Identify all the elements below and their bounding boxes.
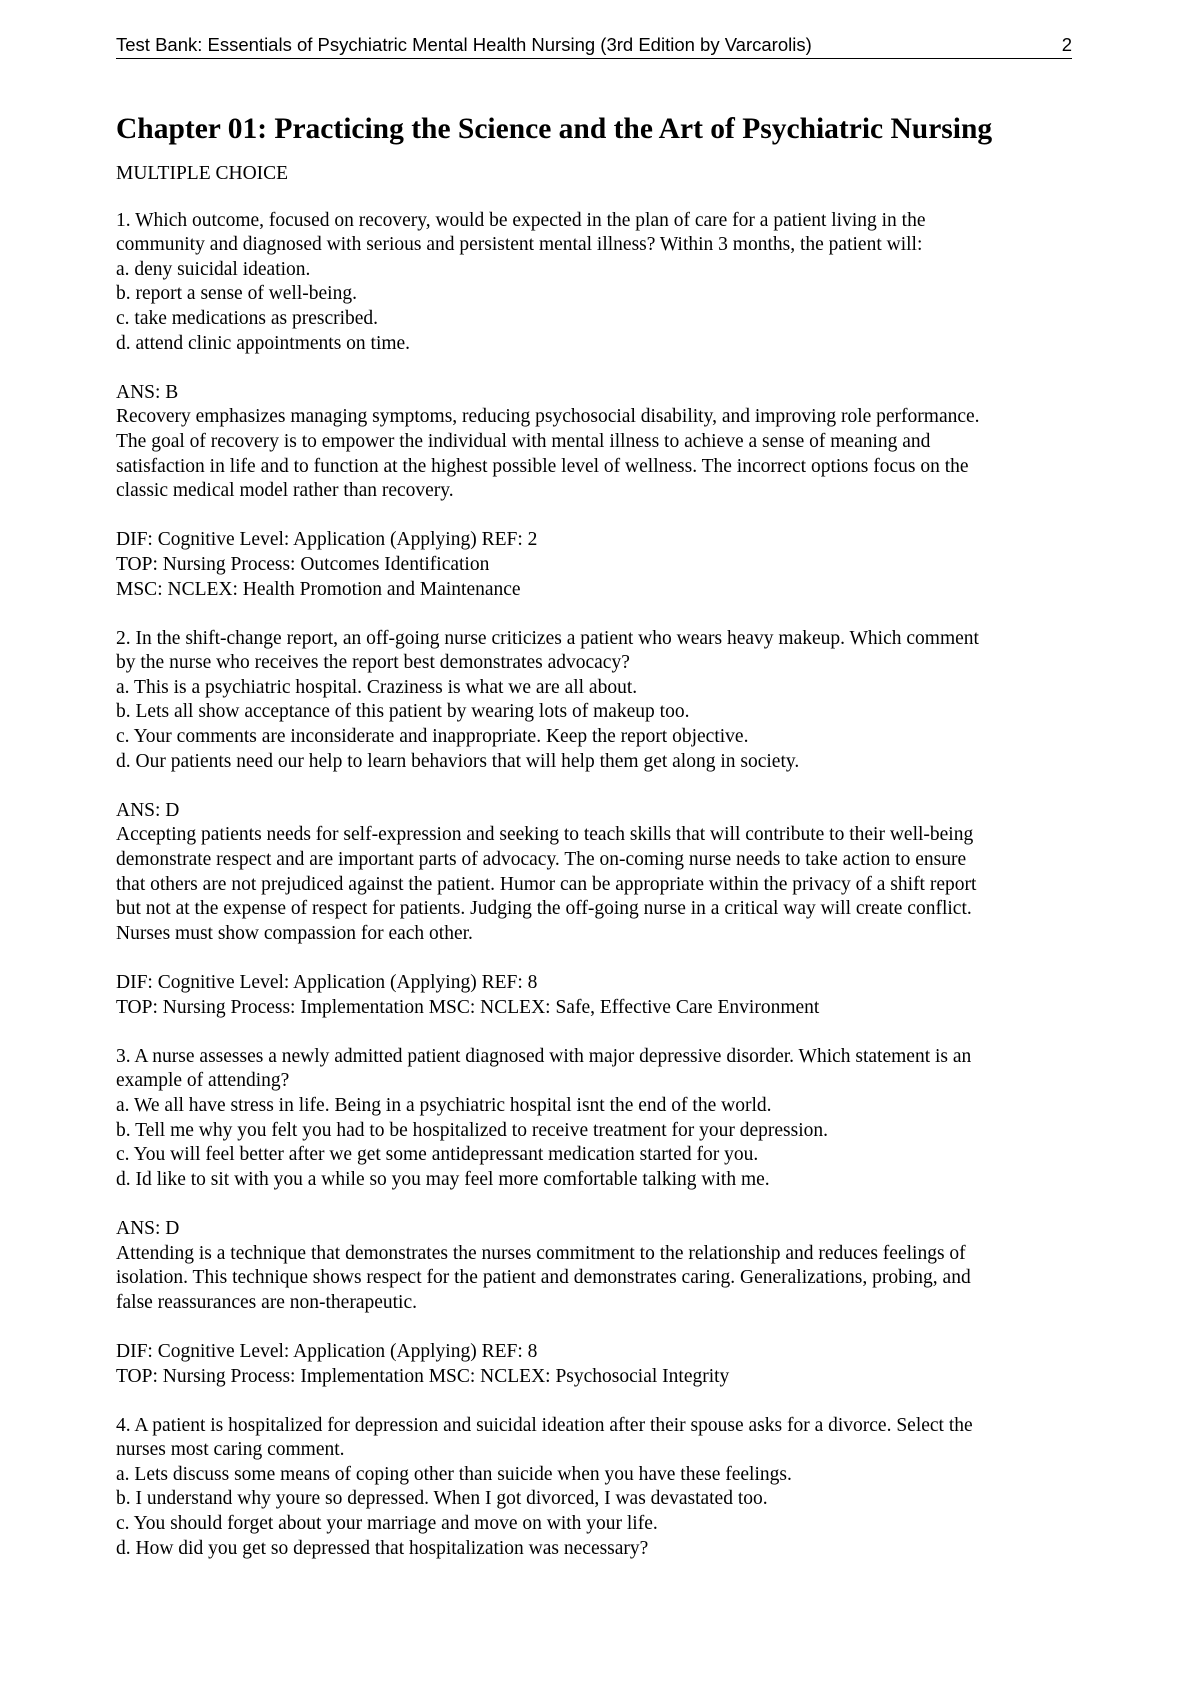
running-header	[116, 34, 1072, 59]
question-stem-line: nurses most caring comment.	[116, 1439, 345, 1461]
question-block	[116, 1414, 1082, 1562]
section-label: MULTIPLE CHOICE	[116, 163, 289, 184]
rationale-line: Nurses must show compassion for each other.	[116, 922, 473, 944]
rationale-line: Recovery emphasizes managing symptoms, reducing psychosocial disability, and improving role performance.	[116, 406, 980, 428]
answer-option: d. Our patients need our help to learn behaviors that will help them get along in society.	[116, 750, 800, 772]
rationale-line: Attending is a technique that demonstrates the nurses commitment to the relationship and reduces feelings of	[116, 1242, 966, 1264]
metadata-block	[116, 971, 1082, 1020]
metadata-block	[116, 1340, 1082, 1389]
page-content	[116, 112, 1082, 1586]
metadata-block	[116, 528, 1082, 602]
rationale-line: but not at the expense of respect for patients. Judging the off-going nurse in a critical way will create conflict.	[116, 898, 972, 920]
answer-option: c. Your comments are inconsiderate and inappropriate. Keep the report objective.	[116, 726, 749, 748]
question-stem-line: 3. A nurse assesses a newly admitted patient diagnosed with major depressive disorder. Which statement is an	[116, 1045, 972, 1067]
question-stem-line: 1. Which outcome, focused on recovery, would be expected in the plan of care for a patient living in the	[116, 209, 926, 231]
answer-option: a. Lets discuss some means of coping other than suicide when you have these feelings.	[116, 1463, 792, 1485]
question-stem-line: 2. In the shift-change report, an off-going nurse criticizes a patient who wears heavy makeup. Which comment	[116, 627, 979, 649]
metadata-line: DIF: Cognitive Level: Application (Applying) REF: 2	[116, 529, 538, 551]
answer-option: d. How did you get so depressed that hospitalization was necessary?	[116, 1537, 649, 1559]
answer-option: c. You will feel better after we get some antidepressant medication started for you.	[116, 1144, 759, 1166]
header-title: Test Bank: Essentials of Psychiatric Mental Health Nursing (3rd Edition by Varcarolis)	[116, 34, 812, 55]
metadata-line: DIF: Cognitive Level: Application (Applying) REF: 8	[116, 1340, 538, 1362]
question-stem-line: community and diagnosed with serious and persistent mental illness? Within 3 months, the patient will:	[116, 234, 923, 256]
chapter-title: Chapter 01: Practicing the Science and the Art of Psychiatric Nursing	[116, 113, 993, 145]
metadata-line: TOP: Nursing Process: Implementation MSC: NCLEX: Psychosocial Integrity	[116, 1365, 730, 1387]
question-stem-line: by the nurse who receives the report best demonstrates advocacy?	[116, 652, 630, 674]
answer-option: a. deny suicidal ideation.	[116, 258, 311, 280]
question-block	[116, 627, 1082, 775]
answer-block	[116, 799, 1082, 947]
answer-option: a. This is a psychiatric hospital. Craziness is what we are all about.	[116, 676, 638, 698]
rationale-line: satisfaction in life and to function at the highest possible level of wellness. The incorrect options focus on the	[116, 455, 969, 477]
question-stem-line: 4. A patient is hospitalized for depression and suicidal ideation after their spouse asks for a divorce. Select the	[116, 1414, 973, 1436]
question-list	[116, 209, 1082, 1562]
question-block	[116, 209, 1082, 357]
answer-option: b. Lets all show acceptance of this patient by wearing lots of makeup too.	[116, 701, 690, 723]
answer-key: ANS: B	[116, 381, 179, 403]
rationale-line: that others are not prejudiced against the patient. Humor can be appropriate within the privacy of a shift report	[116, 873, 977, 895]
rationale-line: false reassurances are non-therapeutic.	[116, 1291, 418, 1313]
answer-option: b. I understand why youre so depressed. When I got divorced, I was devastated too.	[116, 1488, 768, 1510]
page-number: 2	[1061, 34, 1072, 55]
answer-block	[116, 1217, 1082, 1315]
metadata-line: TOP: Nursing Process: Implementation MSC: NCLEX: Safe, Effective Care Environment	[116, 996, 820, 1018]
answer-key: ANS: D	[116, 799, 180, 821]
rationale-line: Accepting patients needs for self-expression and seeking to teach skills that will contribute to their well-being	[116, 824, 974, 846]
answer-block	[116, 381, 1082, 504]
answer-option: c. You should forget about your marriage and move on with your life.	[116, 1513, 658, 1535]
question-stem-line: example of attending?	[116, 1070, 290, 1092]
rationale-line: isolation. This technique shows respect for the patient and demonstrates caring. Generalizations, probing, and	[116, 1267, 971, 1289]
rationale-line: The goal of recovery is to empower the individual with mental illness to achieve a sense of meaning and	[116, 430, 931, 452]
metadata-line: TOP: Nursing Process: Outcomes Identification	[116, 553, 490, 575]
answer-option: d. Id like to sit with you a while so you may feel more comfortable talking with me.	[116, 1168, 770, 1190]
answer-key: ANS: D	[116, 1217, 180, 1239]
rationale-line: classic medical model rather than recovery.	[116, 480, 454, 502]
answer-option: d. attend clinic appointments on time.	[116, 332, 411, 354]
answer-option: b. report a sense of well-being.	[116, 283, 357, 305]
question-block	[116, 1045, 1082, 1193]
answer-option: c. take medications as prescribed.	[116, 307, 379, 329]
metadata-line: DIF: Cognitive Level: Application (Applying) REF: 8	[116, 972, 538, 993]
metadata-line: MSC: NCLEX: Health Promotion and Maintenance	[116, 578, 521, 600]
answer-option: b. Tell me why you felt you had to be hospitalized to receive treatment for your depression.	[116, 1119, 828, 1141]
rationale-line: demonstrate respect and are important parts of advocacy. The on-coming nurse needs to take action to ensure	[116, 849, 967, 871]
answer-option: a. We all have stress in life. Being in a psychiatric hospital isnt the end of the world.	[116, 1094, 772, 1116]
